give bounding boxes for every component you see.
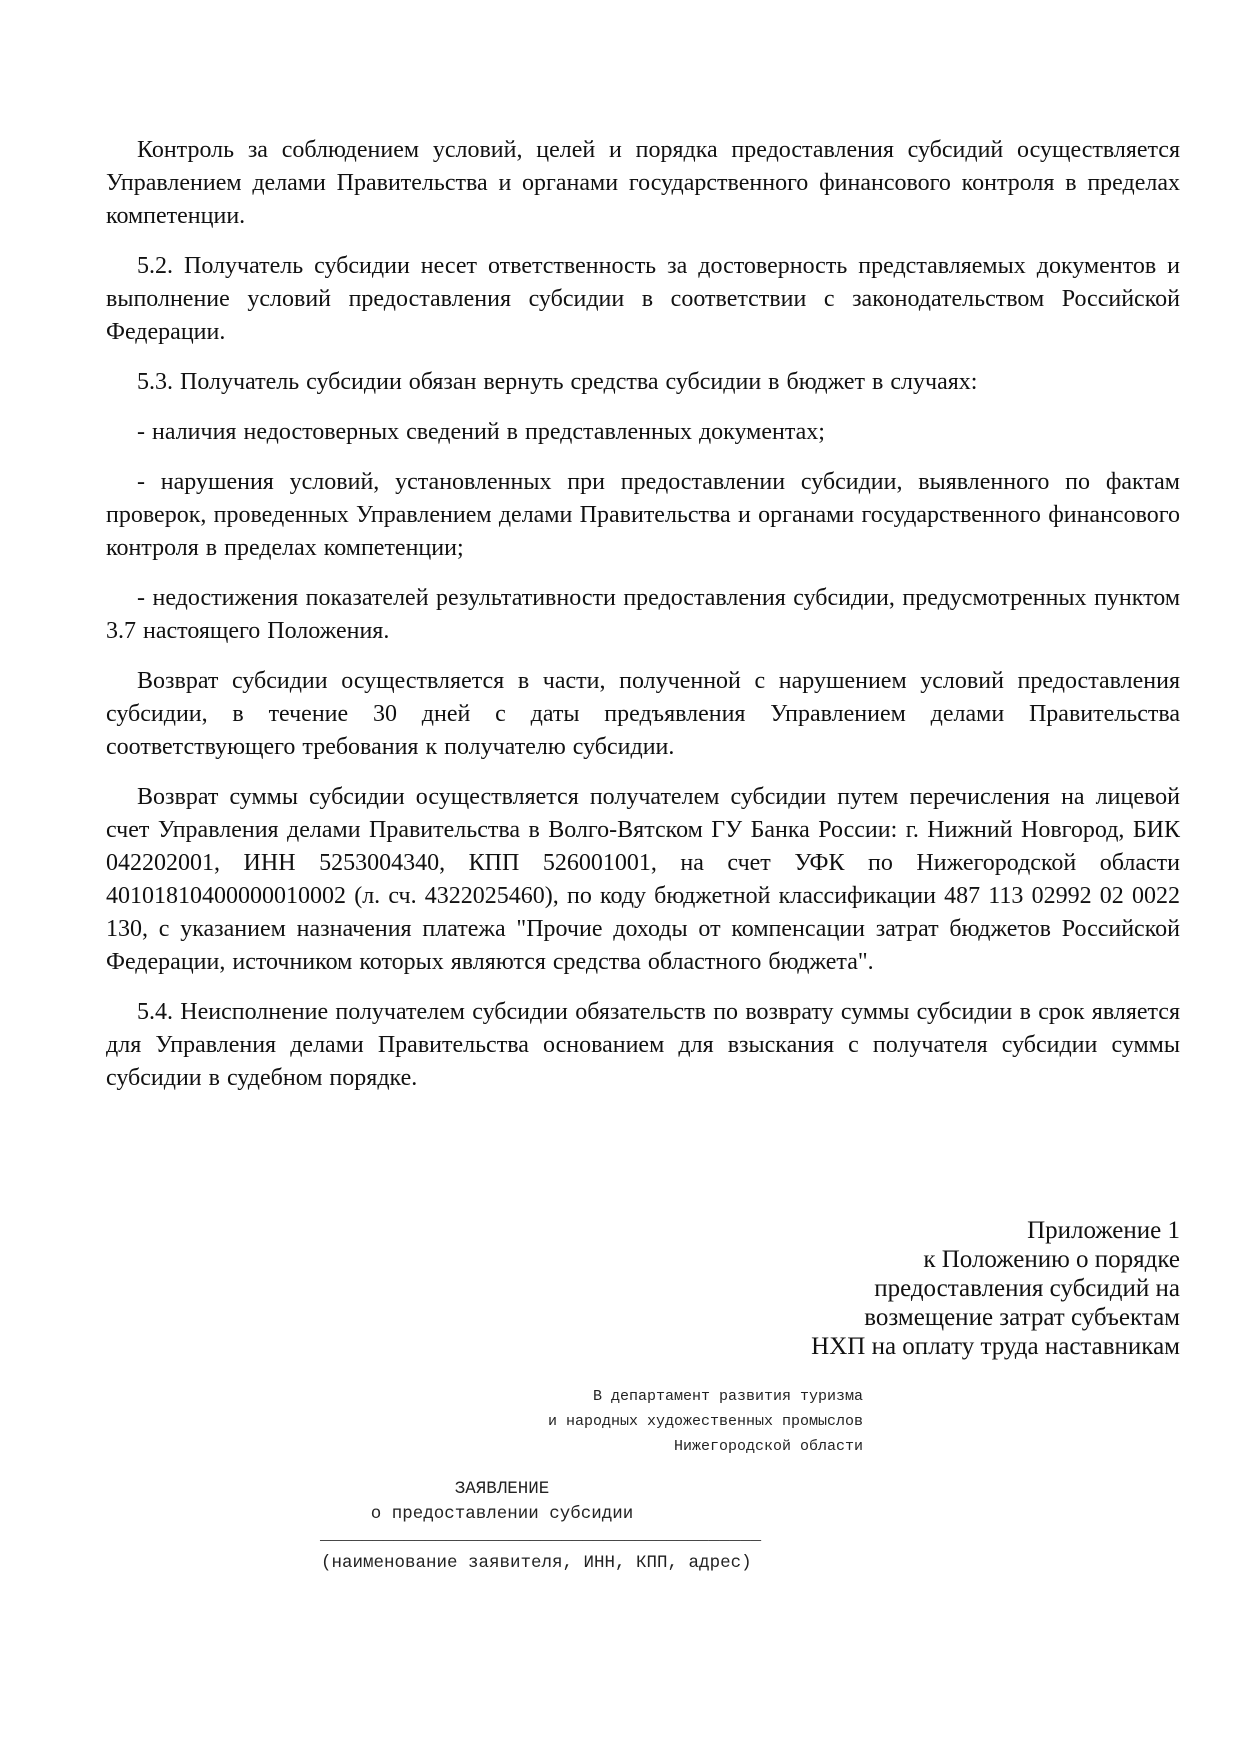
paragraph-bank-details: Возврат суммы субсидии осуществляется получателем субсидии путем перечисления на лицевой счет Управления делами Правительства в Волго-Вятском ГУ Банка России: г. Нижний Новгород, БИК 042202001, ИНН 5253004340, КПП 526001001, на счет УФК по Нижегородской области 40101810400000010002 (л. сч. 4322025460), по коду бюджетной классификации 487 113 02992 02 0022 130, с указанием назначения платежа "Прочие доходы от компенсации затрат бюджетов Российской Федерации, источником которых являются средства областного бюджета". <box>106 784 1180 975</box>
application-title-line: о предоставлении субсидии <box>370 1504 634 1524</box>
application-title <box>252 1477 752 1527</box>
appendix-reference <box>660 1216 1180 1361</box>
list-item-dash-1: - наличия недостоверных сведений в представленных документах; <box>137 419 825 445</box>
appendix-reference-line: возмещение затрат субъектам <box>864 1304 1180 1331</box>
appendix-reference-line: к Положению о порядке <box>923 1246 1180 1273</box>
document-body <box>106 134 1180 1112</box>
applicant-name-blank-line: __________________________________________ <box>320 1525 762 1545</box>
paragraph-5-3: 5.3. Получатель субсидии обязан вернуть средства субсидии в бюджет в случаях: <box>137 369 978 395</box>
appendix-reference-line: Приложение 1 <box>1027 1217 1180 1244</box>
paragraph-return-subsidy: Возврат субсидии осуществляется в части, полученной с нарушением условий предоставления субсидии, в течение 30 дней с даты предъявления Управлением делами Правительства соответствующего требования к получателю субсидии. <box>106 668 1180 760</box>
paragraph-control: Контроль за соблюдением условий, целей и порядка предоставления субсидий осуществляется Управлением делами Правительства и органами государственного финансового контроля в пределах компетенции. <box>106 137 1180 229</box>
paragraph-5-2: 5.2. Получатель субсидии несет ответственность за достоверность представляемых документов и выполнение условий предоставления субсидии в соответствии с законодательством Российской Федерации. <box>106 253 1180 345</box>
appendix-reference-line: НХП на оплату труда наставникам <box>811 1333 1180 1360</box>
applicant-name-caption: (наименование заявителя, ИНН, КПП, адрес) <box>321 1553 752 1573</box>
recipient-address <box>363 1384 863 1459</box>
recipient-address-line: и народных художественных промыслов <box>547 1413 863 1430</box>
list-item-dash-3: - недостижения показателей результативности предоставления субсидии, предусмотренных пунктом 3.7 настоящего Положения. <box>106 585 1180 644</box>
appendix-reference-line: предоставления субсидий на <box>874 1275 1180 1302</box>
list-item-dash-2: - нарушения условий, установленных при предоставлении субсидии, выявленного по фактам проверок, проведенных Управлением делами Правительства и органами государственного финансового контроля в пределах компетенции; <box>106 469 1180 561</box>
recipient-address-line: Нижегородской области <box>673 1438 863 1455</box>
paragraph-5-4: 5.4. Неисполнение получателем субсидии обязательств по возврату суммы субсидии в срок является для Управления делами Правительства основанием для взыскания с получателя субсидии суммы субсидии в судебном порядке. <box>106 999 1180 1091</box>
application-title-line: ЗАЯВЛЕНИЕ <box>454 1479 550 1499</box>
recipient-address-line: В департамент развития туризма <box>592 1388 863 1405</box>
